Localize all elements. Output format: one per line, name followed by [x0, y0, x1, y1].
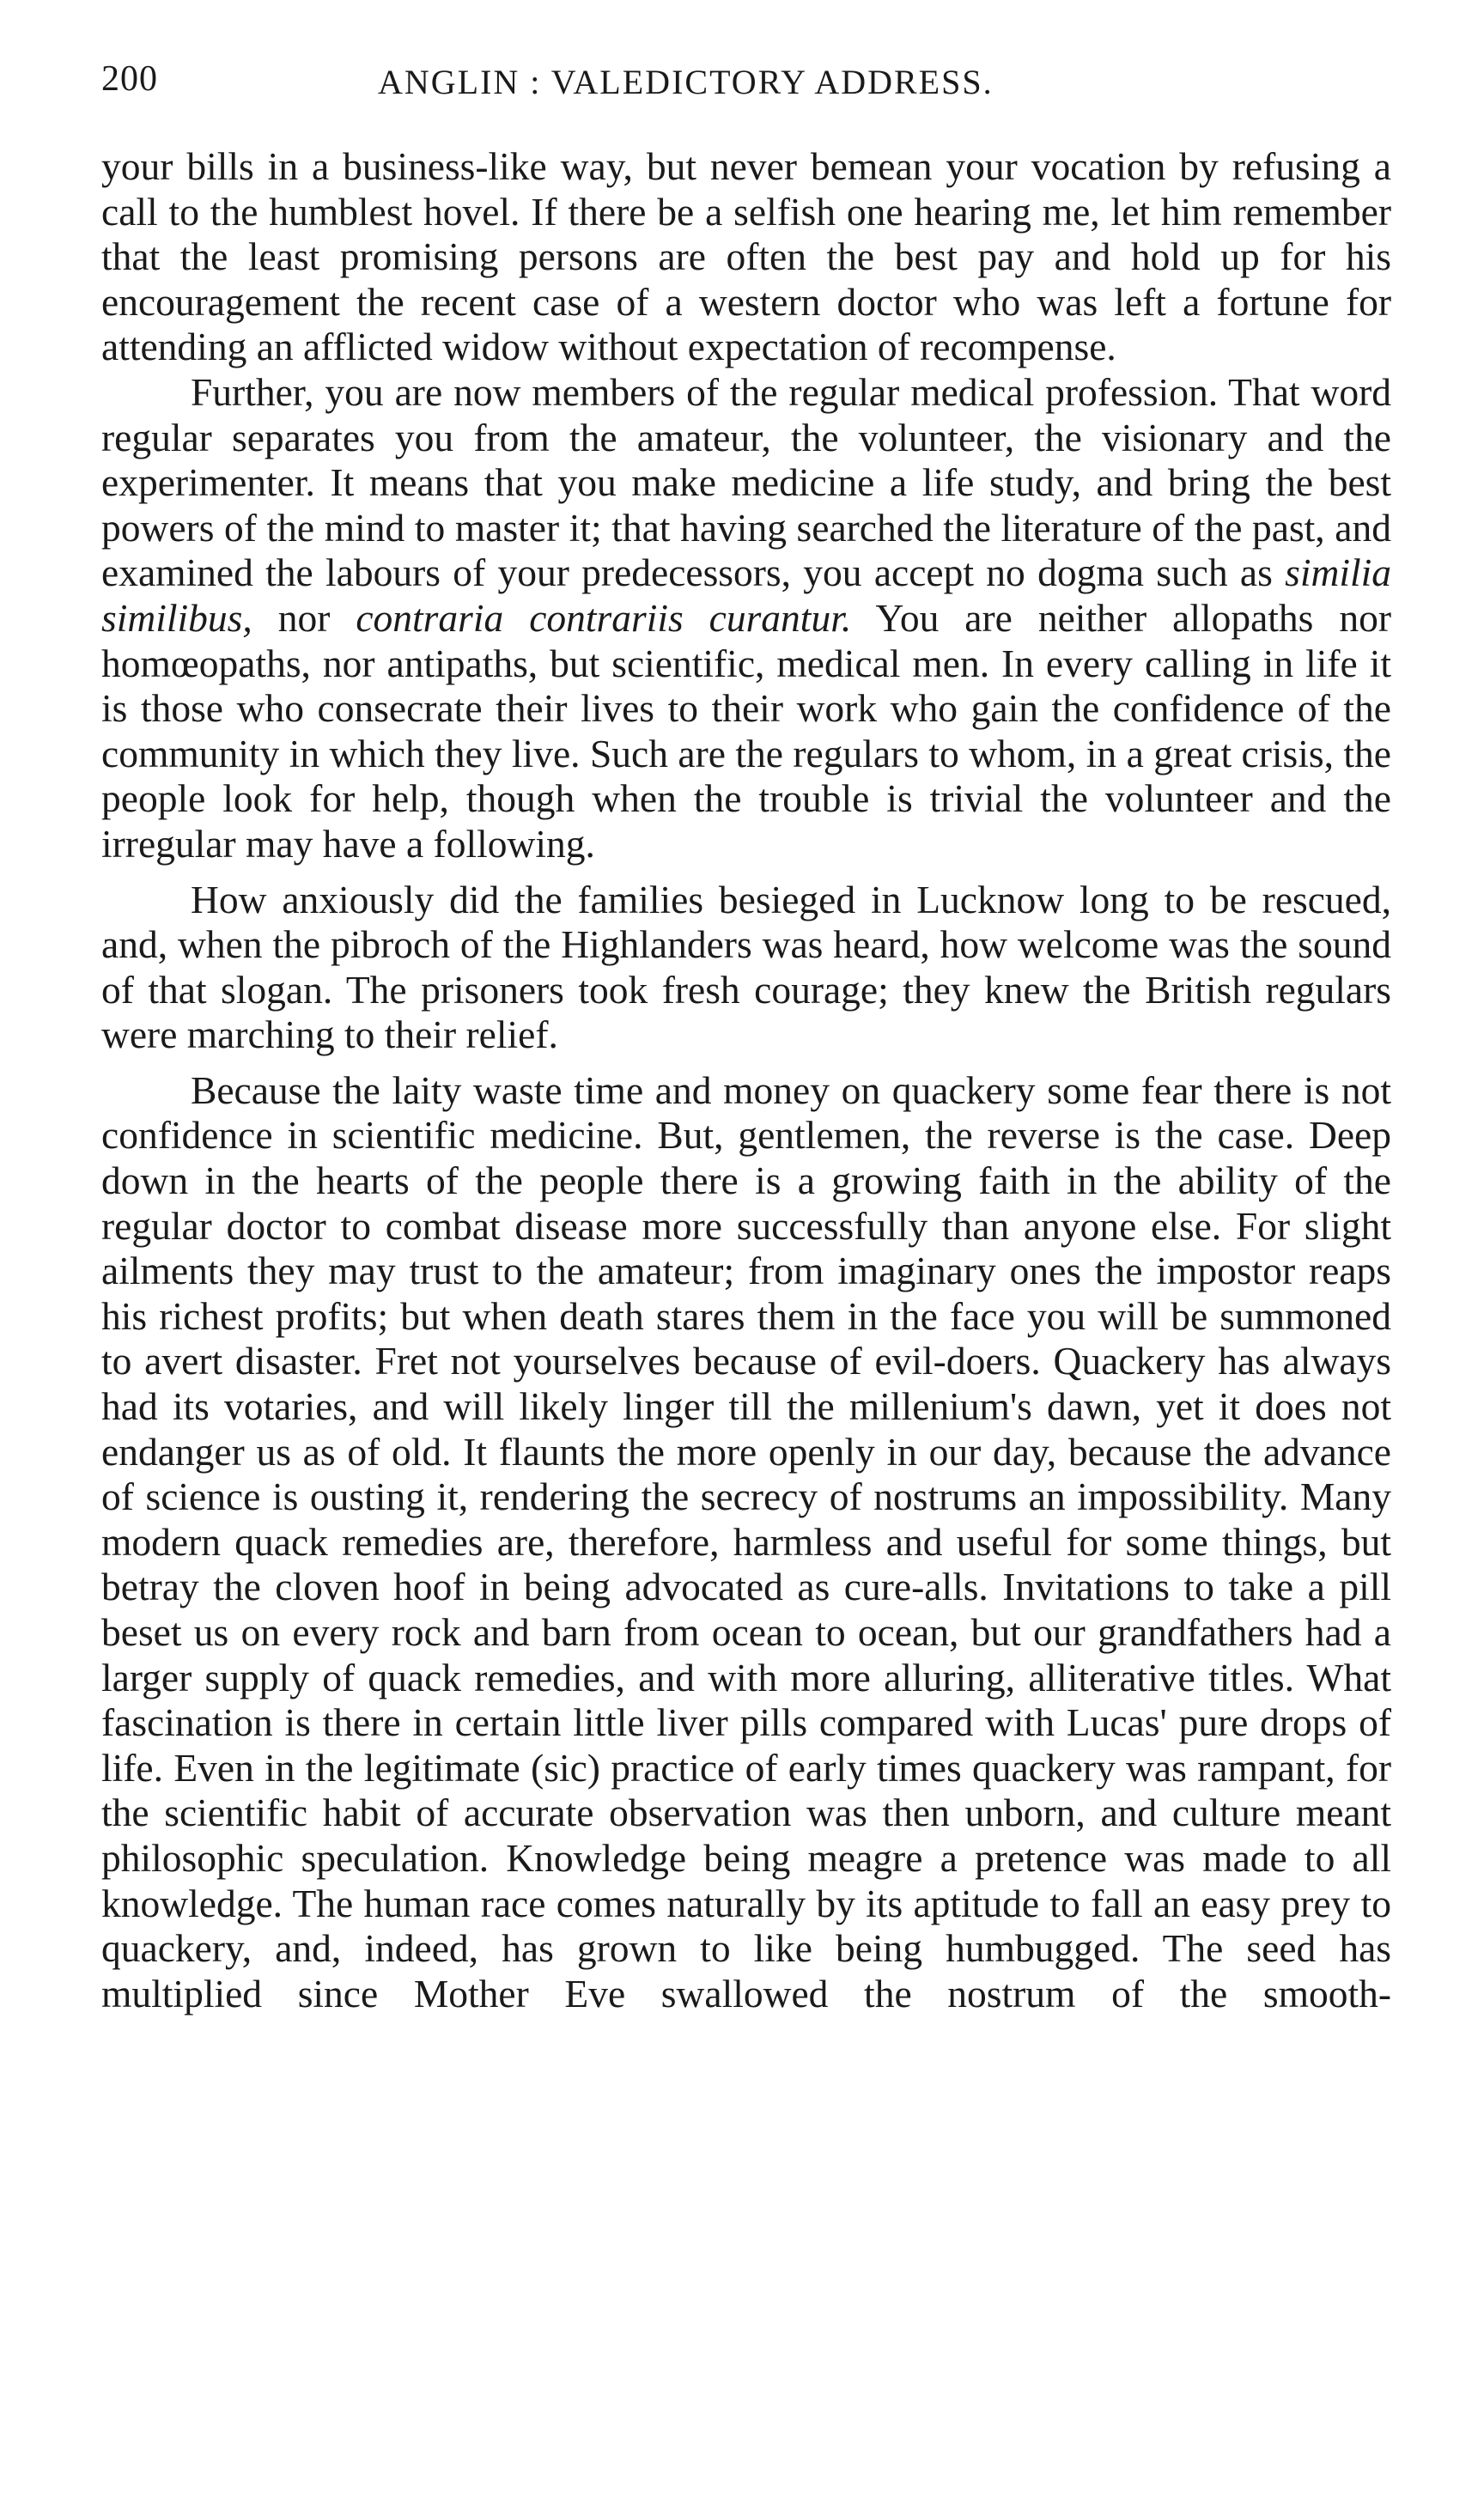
paragraph-2-text-mid: nor [252, 595, 356, 640]
latin-phrase-similia: similia similibus, [101, 550, 1391, 640]
paragraph-2-text-after: You are neither allopaths nor homœopaths, nor antipaths, but scientific, medical men. In every calling in life it is those who consecrate their lives to their work who gain the confidence of the community in which they live. Such are the regulars to whom, in a great crisis, the people look for help, though when the trouble is trivial the volunteer and the irregular may have a following. [101, 595, 1392, 866]
latin-phrase-contraria: contraria contrariis curantur. [356, 595, 852, 640]
page-number: 200 [101, 59, 158, 99]
paragraph-3: How anxiously did the families besieged in Lucknow long to be rescued, and, when the pibroch of the Highlanders was heard, how welcome was the sound of that slogan. The prisoners took fresh courage; they knew the British regulars were marching to their relief. [101, 877, 1391, 1057]
paragraph-2-text-before: Further, you are now members of the regular medical profession. That word regular separates you from the amateur, the volunteer, the visionary and the experimenter. It means that you make medicine a life study, and bring the best powers of the mind to master it; that having searched the literature of the past, and examined the labours of your predecessors, you accept no dogma such as [101, 369, 1391, 595]
running-head: ANGLIN : VALEDICTORY ADDRESS. [378, 63, 994, 101]
page-header [101, 58, 1391, 110]
paragraph-2 [101, 370, 1391, 867]
body-text [101, 144, 1391, 2016]
paragraph-4: Because the laity waste time and money on quackery some fear there is not confidence in scientific medicine. But, gentlemen, the reverse is the case. Deep down in the hearts of the people there is a growing faith in the ability of the regular doctor to combat disease more successfully than anyone else. For slight ailments they may trust to the amateur; from imaginary ones the impostor reaps his richest profits; but when death stares them in the face you will be summoned to avert disaster. Fret not yourselves because of evil-doers. Quackery has always had its votaries, and will likely linger till the millenium's dawn, yet it does not endanger us as of old. It flaunts the more openly in our day, because the advance of science is ousting it, rendering the secrecy of nostrums an impossibility. Many modern quack remedies are, therefore, harmless and useful for some things, but betray the cloven hoof in being advocated as cure-alls. Invitations to take a pill beset us on every rock and barn from ocean to ocean, but our grandfathers had a larger supply of quack remedies, and with more alluring, alliterative titles. What fascination is there in certain little liver pills compared with Lucas' pure drops of life. Even in the legitimate (sic) practice of early times quackery was rampant, for the scientific habit of accurate observation was then unborn, and culture meant philosophic speculation. Knowledge being meagre a pretence was made to all knowledge. The human race comes naturally by its aptitude to fall an easy prey to quackery, and, indeed, has grown to like being humbugged. The seed has multiplied since Mother Eve swallowed the nostrum of the smooth- [101, 1067, 1391, 2015]
paragraph-1: your bills in a business-like way, but never bemean your vocation by refusing a call to the humblest hovel. If there be a selfish one hearing me, let him remember that the least promising persons are often the best pay and hold up for his encouragement the recent case of a western doctor who was left a fortune for attending an afflicted widow without expectation of recompense. [101, 144, 1391, 369]
